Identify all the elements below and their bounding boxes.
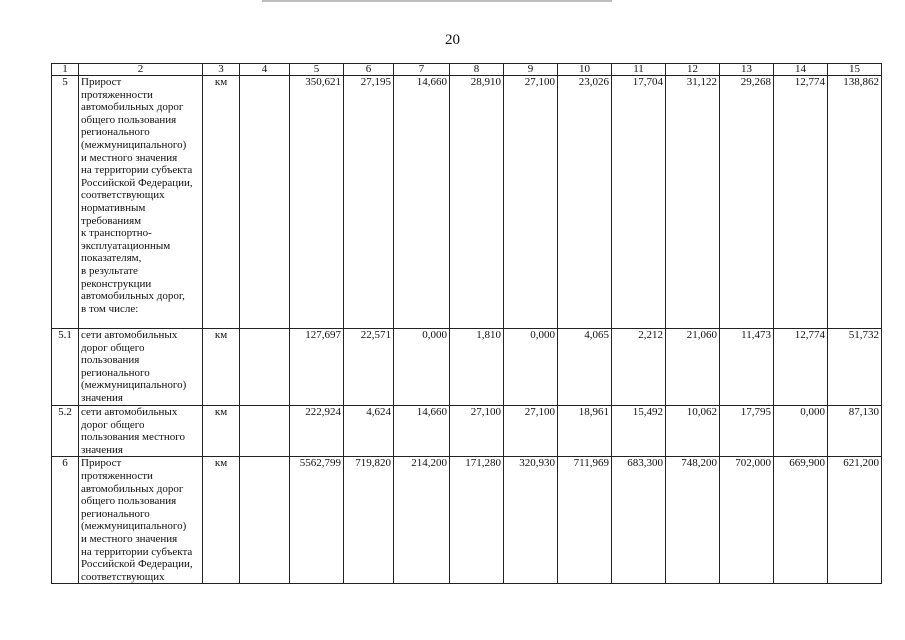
row-col4-cell — [240, 457, 290, 584]
value-cell: 1,810 — [450, 329, 504, 406]
value-cell: 27,100 — [504, 406, 558, 457]
column-header: 6 — [344, 64, 394, 76]
column-header: 13 — [720, 64, 774, 76]
page-number: 20 — [445, 32, 460, 48]
value-cell: 127,697 — [290, 329, 344, 406]
value-cell: 21,060 — [666, 329, 720, 406]
column-header: 3 — [203, 64, 240, 76]
value-cell: 22,571 — [344, 329, 394, 406]
value-cell: 31,122 — [666, 76, 720, 329]
value-cell: 14,660 — [394, 76, 450, 329]
value-cell: 711,969 — [558, 457, 612, 584]
value-cell: 17,704 — [612, 76, 666, 329]
table-row — [52, 457, 882, 584]
row-number: 5.1 — [52, 329, 79, 406]
value-cell: 350,621 — [290, 76, 344, 329]
value-cell: 320,930 — [504, 457, 558, 584]
value-cell: 719,820 — [344, 457, 394, 584]
value-cell: 2,212 — [612, 329, 666, 406]
column-header: 15 — [828, 64, 882, 76]
row-col4-cell — [240, 76, 290, 329]
column-header: 14 — [774, 64, 828, 76]
column-header: 1 — [52, 64, 79, 76]
top-rule — [262, 0, 612, 2]
value-cell: 138,862 — [828, 76, 882, 329]
value-cell: 4,065 — [558, 329, 612, 406]
value-cell: 17,795 — [720, 406, 774, 457]
value-cell: 10,062 — [666, 406, 720, 457]
column-header: 2 — [79, 64, 203, 76]
row-indicator-name: сети автомобильных дорог общего пользования регионального (межмуниципального) значения — [79, 329, 203, 406]
table-row — [52, 76, 882, 329]
value-cell: 0,000 — [504, 329, 558, 406]
column-header: 8 — [450, 64, 504, 76]
row-unit: км — [203, 406, 240, 457]
value-cell: 222,924 — [290, 406, 344, 457]
value-cell: 0,000 — [394, 329, 450, 406]
column-header: 11 — [612, 64, 666, 76]
row-unit: км — [203, 329, 240, 406]
row-number: 5 — [52, 76, 79, 329]
value-cell: 683,300 — [612, 457, 666, 584]
row-col4-cell — [240, 406, 290, 457]
value-cell: 23,026 — [558, 76, 612, 329]
value-cell: 621,200 — [828, 457, 882, 584]
value-cell: 4,624 — [344, 406, 394, 457]
value-cell: 12,774 — [774, 329, 828, 406]
table-row — [52, 329, 882, 406]
value-cell: 51,732 — [828, 329, 882, 406]
column-header: 12 — [666, 64, 720, 76]
value-cell: 27,195 — [344, 76, 394, 329]
column-header: 5 — [290, 64, 344, 76]
value-cell: 28,910 — [450, 76, 504, 329]
row-number: 5.2 — [52, 406, 79, 457]
header-row — [52, 64, 882, 76]
column-header: 9 — [504, 64, 558, 76]
value-cell: 702,000 — [720, 457, 774, 584]
data-table — [51, 63, 882, 584]
row-indicator-name: Прирост протяженности автомобильных дорог общего пользования регионального (межмуниципального) и местного значения на территории субъекта Российской Федерации, соответствующих — [79, 457, 203, 584]
row-unit: км — [203, 457, 240, 584]
value-cell: 171,280 — [450, 457, 504, 584]
column-header: 4 — [240, 64, 290, 76]
table-row — [52, 406, 882, 457]
value-cell: 11,473 — [720, 329, 774, 406]
row-number: 6 — [52, 457, 79, 584]
column-header: 10 — [558, 64, 612, 76]
value-cell: 18,961 — [558, 406, 612, 457]
value-cell: 87,130 — [828, 406, 882, 457]
row-indicator-name: Прирост протяженности автомобильных дорог общего пользования регионального (межмуниципального) и местного значения на территории субъекта Российской Федерации, соответствующих нормативным требованиям к транспортно- эксплуатационным показателям, в результате реконструкции автомобильных дорог, в том числе: — [79, 76, 203, 329]
row-indicator-name: сети автомобильных дорог общего пользования местного значения — [79, 406, 203, 457]
value-cell: 5562,799 — [290, 457, 344, 584]
row-col4-cell — [240, 329, 290, 406]
value-cell: 0,000 — [774, 406, 828, 457]
row-unit: км — [203, 76, 240, 329]
value-cell: 669,900 — [774, 457, 828, 584]
value-cell: 12,774 — [774, 76, 828, 329]
value-cell: 27,100 — [450, 406, 504, 457]
column-header: 7 — [394, 64, 450, 76]
value-cell: 214,200 — [394, 457, 450, 584]
value-cell: 29,268 — [720, 76, 774, 329]
value-cell: 27,100 — [504, 76, 558, 329]
value-cell: 14,660 — [394, 406, 450, 457]
value-cell: 15,492 — [612, 406, 666, 457]
value-cell: 748,200 — [666, 457, 720, 584]
